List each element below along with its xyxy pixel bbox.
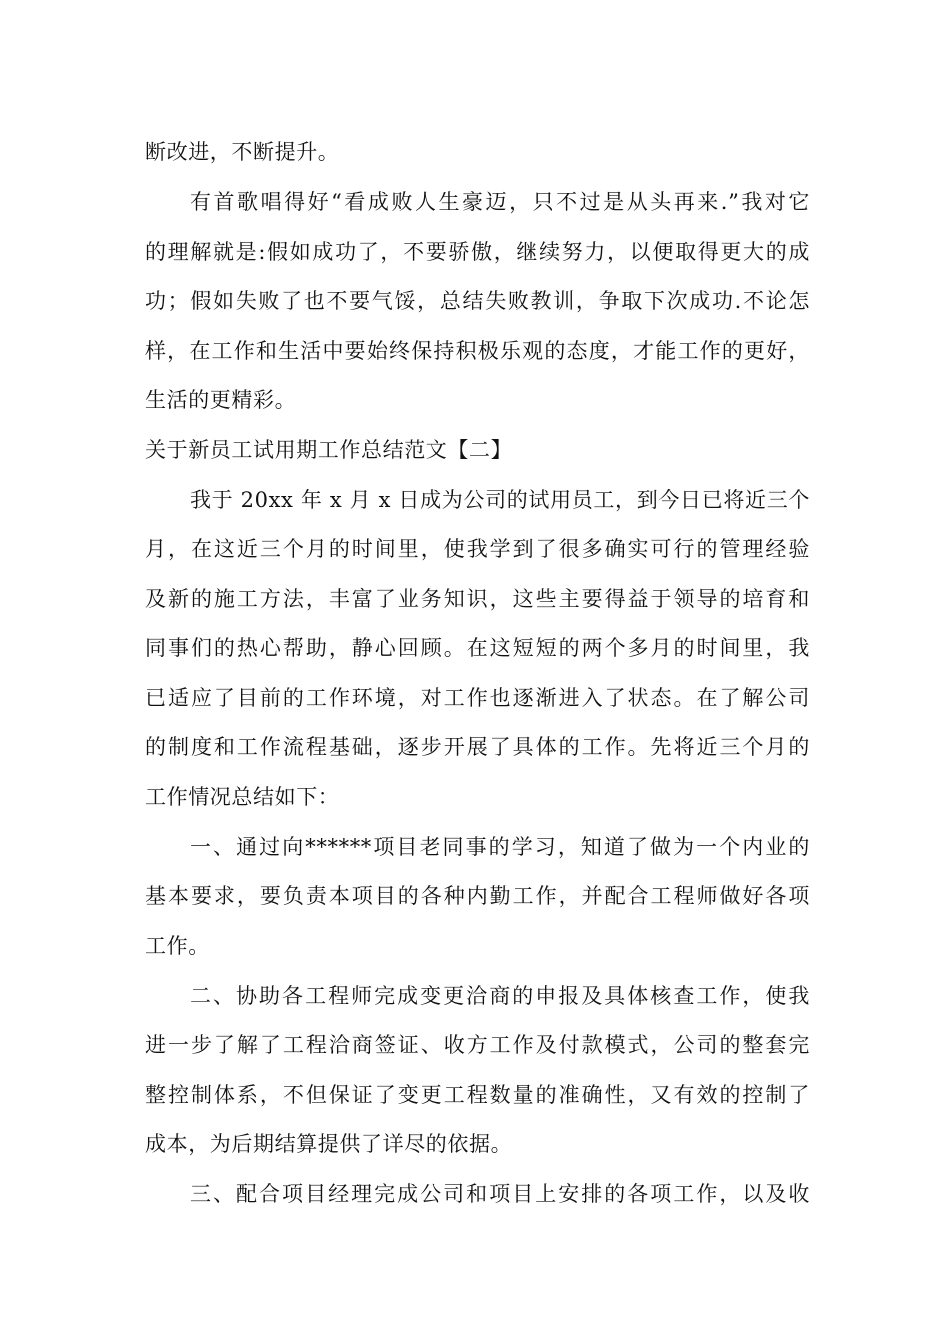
- section-heading: 关于新员工试用期工作总结范文【二】: [145, 438, 513, 462]
- text-line: 生活的更精彩。: [145, 388, 297, 412]
- text-line: 工作。: [145, 934, 210, 958]
- text-line: 的制度和工作流程基础，逐步开展了具体的工作。先将近三个月的: [145, 735, 810, 759]
- text-line: 基本要求，要负责本项目的各种内勤工作，并配合工程师做好各项: [145, 884, 810, 908]
- text-line: 同事们的热心帮助，静心回顾。在这短短的两个多月的时间里，我: [145, 636, 810, 660]
- text-line: 成本，为后期结算提供了详尽的依据。: [145, 1132, 513, 1156]
- text-line: 功；假如失败了也不要气馁，总结失败教训，争取下次成功.不论怎: [145, 289, 810, 313]
- text-line: 断改进，不断提升。: [145, 140, 340, 164]
- paragraph-first-line: 我于 20xx 年 x 月 x 日成为公司的试用员工，到今日已将近三个: [190, 488, 810, 512]
- text-line: 工作情况总结如下：: [145, 785, 340, 809]
- paragraph-first-line: 三、配合项目经理完成公司和项目上安排的各项工作，以及收: [190, 1182, 810, 1206]
- text-line: 进一步了解了工程洽商签证、收方工作及付款模式，公司的整套完: [145, 1033, 810, 1057]
- text-line: 已适应了目前的工作环境，对工作也逐渐进入了状态。在了解公司: [145, 686, 810, 710]
- text-line: 样，在工作和生活中要始终保持积极乐观的态度，才能工作的更好，: [145, 339, 810, 363]
- paragraph-first-line: 一、通过向******项目老同事的学习，知道了做为一个内业的: [190, 835, 810, 859]
- text-line: 及新的施工方法，丰富了业务知识，这些主要得益于领导的培育和: [145, 587, 810, 611]
- text-line: 的理解就是:假如成功了，不要骄傲，继续努力，以便取得更大的成: [145, 240, 810, 264]
- paragraph-first-line: 有首歌唱得好“看成败人生豪迈，只不过是从头再来.”我对它: [190, 190, 810, 214]
- text-line: 整控制体系，不但保证了变更工程数量的准确性，又有效的控制了: [145, 1083, 810, 1107]
- text-line: 月，在这近三个月的时间里，使我学到了很多确实可行的管理经验: [145, 537, 810, 561]
- paragraph-first-line: 二、协助各工程师完成变更洽商的申报及具体核查工作，使我: [190, 984, 810, 1008]
